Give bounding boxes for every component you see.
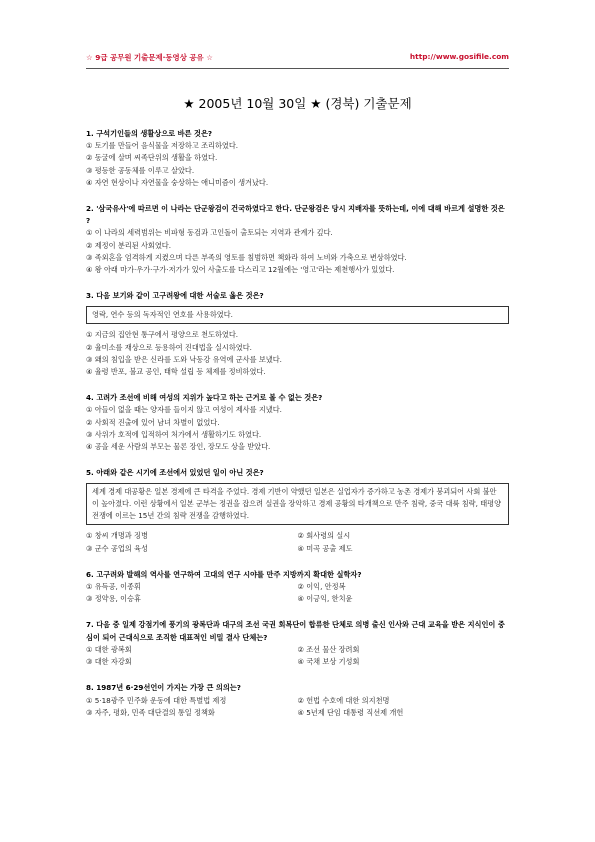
option: ④ 율령 반포, 불교 공인, 태학 설립 등 체제를 정비하였다.: [86, 367, 266, 377]
option: ③ 사위가 호적에 입적하여 처가에서 생활하기도 하였다.: [86, 429, 262, 439]
option-grid: [86, 644, 509, 668]
question-text: 8. 1987년 6·29선언이 가지는 가장 큰 의의는?: [86, 683, 241, 693]
option: ① 토기를 만들어 음식물을 저장하고 조리하였다.: [86, 141, 239, 151]
option: ① 5·18광주 민주화 운동에 대한 특별법 제정: [86, 695, 227, 705]
option: ① 대한 광복회: [86, 644, 132, 654]
option: ② 사회적 진출에 있어 남녀 차별이 없었다.: [86, 417, 220, 427]
option: ④ 이긍익, 한치윤: [297, 594, 353, 604]
question-text: 7. 다음 중 일제 강점기에 풍기의 광복단과 대구의 조선 국권 회복단이 합류한 단체로 의병 출신 인사와 근대 교육을 받은 지식인이 중심이 되어 근대식으로 조직한 대표적인 비밀 결사 단체는?: [86, 620, 505, 642]
question-8: [86, 682, 509, 719]
question-3: [86, 290, 509, 378]
question-text: 3. 다음 보기와 같이 고구려왕에 대한 서술로 옳은 것은?: [86, 291, 264, 301]
option: ③ 대한 자강회: [86, 657, 132, 667]
option: ② 회사령의 실시: [297, 531, 351, 541]
option: ④ 자연 현상이나 자연물을 숭상하는 애니미즘이 생겨났다.: [86, 177, 269, 187]
question-list: [86, 128, 509, 733]
option-grid: [86, 581, 509, 605]
option: ② 동굴에 살며 씨족단위의 생활을 하였다.: [86, 153, 218, 163]
option: ④ 5년제 단임 대통령 직선제 개헌: [297, 707, 404, 717]
question-1: [86, 128, 509, 189]
question-2: [86, 203, 509, 276]
option: ④ 미곡 공출 제도: [297, 543, 353, 553]
question-5: [86, 467, 509, 555]
question-text: 6. 고구려와 발해의 역사를 연구하여 고대의 연구 시야를 만주 지방까지 확대한 실학자?: [86, 569, 362, 579]
question-text: 5. 아래와 같은 시기에 조선에서 있었던 일이 아닌 것은?: [86, 468, 264, 478]
header-site-label: ☆ 9급 공무원 기출문제·동영상 공유 ☆: [86, 53, 213, 62]
option: ② 율미소를 재상으로 등용하여 진대법을 실시하였다.: [86, 342, 252, 352]
question-text: 4. 고려가 조선에 비해 여성의 지위가 높다고 하는 근거로 볼 수 없는 것은?: [86, 393, 323, 403]
option: ④ 국채 보상 기성회: [297, 657, 360, 667]
option: ② 이익, 안정복: [297, 582, 346, 592]
option: ③ 군수 공업의 육성: [86, 543, 148, 553]
option: ① 창씨 개명과 징병: [86, 531, 148, 541]
option: ④ 공을 세운 사람의 부모는 물론 장인, 장모도 상을 받았다.: [86, 442, 271, 452]
option: ① 이 나라의 세력범위는 비파형 동검과 고인돌이 출토되는 지역과 관계가 깊다.: [86, 228, 333, 238]
option: ② 헌법 수호에 대한 의지천명: [297, 695, 390, 705]
reference-box: 세계 경제 대공황은 일본 경제에 큰 타격을 주었다. 경제 기반이 약했던 일본은 실업자가 증가하고 농촌 경제가 붕괴되어 사회 불안이 높아졌다. 이런 상황에서 일본 군부는 정권을 잡으려 실권을 장악하고 경제 공황의 타개책으로 만주 침략, 중국 대륙 침략, 태평양 전쟁에 이르는 15년 간의 침략 전쟁을 감행하였다.: [86, 483, 509, 525]
option-grid: [86, 695, 509, 719]
reference-box: 영락, 연수 등의 독자적인 연호를 사용하였다.: [86, 306, 509, 324]
question-6: [86, 569, 509, 606]
page-title: ★ 2005년 10월 30일 ★ (경북) 기출문제: [183, 96, 412, 111]
option: ② 제정이 분리된 사회였다.: [86, 240, 172, 250]
option: ② 조선 물산 장려회: [297, 644, 360, 654]
option: ③ 정약용, 이승휴: [86, 594, 141, 604]
header-divider: [86, 68, 509, 69]
option: ① 유득공, 이종휘: [86, 582, 141, 592]
option: ③ 왜의 침입을 받은 신라를 도와 낙동강 유역에 군사를 보냈다.: [86, 354, 282, 364]
option: ③ 족외혼을 엄격하게 지켰으며 다른 부족의 영토를 침범하면 책화라 하여 노비와 가축으로 변상하였다.: [86, 252, 407, 262]
option: ① 지금의 집안현 통구에서 평양으로 천도하였다.: [86, 330, 239, 340]
question-7: [86, 619, 509, 668]
question-text: 2. '삼국유사'에 따르면 이 나라는 단군왕검이 건국하였다고 한다. 단군왕검은 당시 지배자를 뜻하는데, 이에 대해 바르게 설명한 것은 ?: [86, 204, 505, 226]
page-header: [86, 52, 509, 64]
header-url[interactable]: http://www.gosifile.com: [409, 52, 509, 61]
option: ① 아들이 없을 때는 양자를 들이지 않고 여성이 제사를 지냈다.: [86, 405, 282, 415]
option: ④ 왕 아래 마가·우가·구가·저가가 있어 사출도를 다스리고 12월에는 '영고'라는 제천행사가 있었다.: [86, 265, 395, 275]
question-text: 1. 구석기인들의 생활상으로 바른 것은?: [86, 129, 213, 138]
option-grid: [86, 530, 509, 554]
option: ③ 평등한 공동체를 이루고 살았다.: [86, 165, 195, 175]
option: ③ 자주, 평화, 민족 대단결의 통일 정책화: [86, 707, 215, 717]
question-4: [86, 392, 509, 453]
